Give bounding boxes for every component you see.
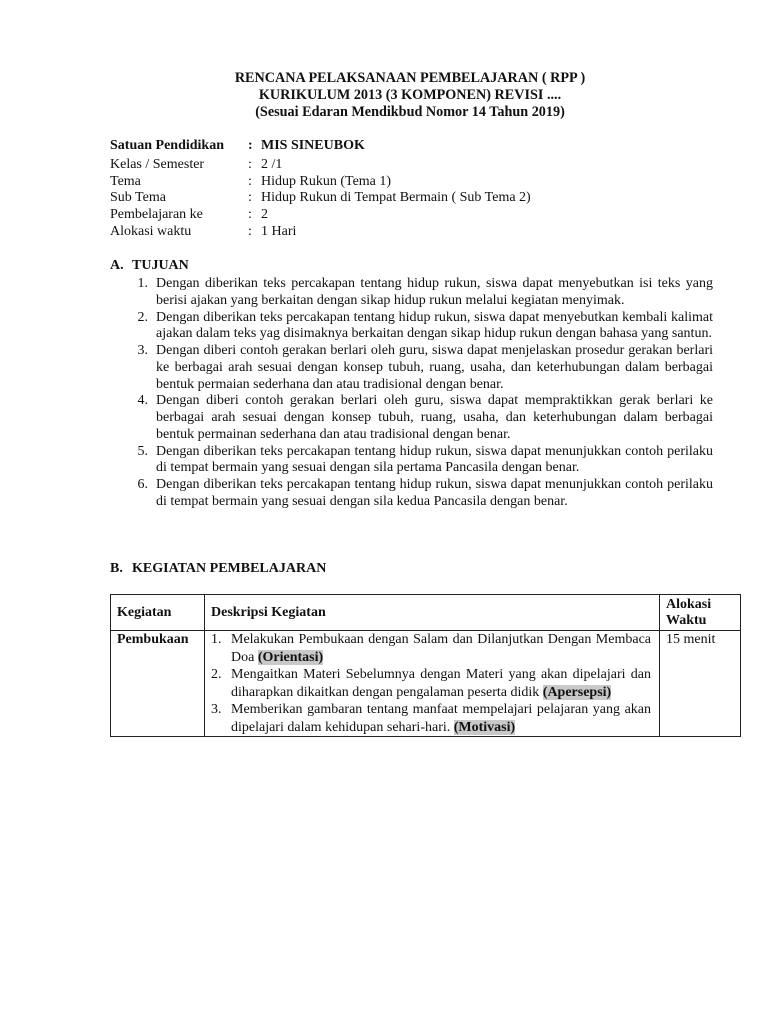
list-item-number: 1. [211,632,222,647]
document-title-line-3: (Sesuai Edaran Mendikbud Nomor 14 Tahun 2019) [255,104,565,120]
step-text: Mengaitkan Materi Sebelumnya dengan Materi yang akan dipelajari dan diharapkan dikaitkan dengan pengalaman peserta didik [231,667,651,700]
step-text: Memberikan gambaran tentang manfaat mempelajari pelajaran yang akan dipelajari dalam kehidupan sehari-hari. [231,702,651,735]
info-label: Tema [110,173,141,189]
info-label: Alokasi waktu [110,223,192,239]
list-item [110,343,713,393]
info-label: Kelas / Semester [110,156,205,172]
list-item-text: Dengan diberi contoh gerakan berlari oleh guru, siswa dapat mempraktikkan gerak berlari ke berbagai arah sesuai dengan konsep tubuh, ruang, usaha, dan keterhubungan dalam berbagai bentuk permainan sederhana dan atau tradisional dengan benar. [156,393,713,442]
list-item-number: 1. [137,276,148,291]
phase-tag: (Apersepsi) [542,684,612,700]
info-label: Sub Tema [110,190,166,206]
info-value: 2 [261,207,268,223]
info-label: Pembelajaran ke [110,207,203,223]
list-item [211,631,651,666]
list-item-text [231,701,651,736]
activity-steps [211,631,651,736]
section-letter: A. [110,258,124,273]
step-text: Melakukan Pembukaan dengan Salam dan Dilanjutkan Dengan Membaca Doa [231,632,651,665]
list-item [211,666,651,701]
section-a-heading [110,258,189,274]
section-letter: B. [110,561,123,576]
list-item-text [231,666,651,701]
list-item-number: 2. [137,309,148,325]
list-item [110,444,713,478]
section-title: KEGIATAN PEMBELAJARAN [132,561,327,576]
info-row-alokasi-waktu [110,224,531,241]
info-label: Satuan Pendidikan [110,138,224,153]
identity-block [110,138,531,241]
info-value: 2 /1 [261,156,283,172]
info-separator: : [248,190,252,206]
column-header-alokasi: Alokasi Waktu [660,595,741,631]
list-item-number: 2. [211,667,222,682]
list-item-text: Dengan diberikan teks percakapan tentang hidup rukun, siswa dapat menunjukkan contoh perilaku di tempat bermain yang sesuai dengan sila kedua Pancasila dengan benar. [156,477,713,509]
info-row-kelas-semester [110,157,531,174]
activity-description [205,631,660,737]
time-allocation: 15 menit [660,631,741,737]
list-item [211,701,651,736]
info-row-sub-tema [110,190,531,207]
list-item [110,276,713,310]
phase-tag: (Orientasi) [257,649,324,665]
list-item-number: 4. [137,393,148,409]
section-b-heading [110,561,326,577]
document-title-line-2: KURIKULUM 2013 (3 KOMPONEN) REVISI .... [258,87,562,103]
column-header-kegiatan: Kegiatan [111,595,205,631]
info-separator: : [248,173,252,189]
list-item [110,393,713,443]
section-title: TUJUAN [132,258,189,273]
list-item [110,310,713,344]
info-separator: : [248,156,252,172]
list-item [110,477,713,511]
list-item-number: 5. [137,443,148,459]
activity-table [110,594,741,737]
list-item-text [231,631,651,666]
list-item-text: Dengan diberikan teks percakapan tentang hidup rukun, siswa dapat menyebutkan kembali kalimat ajakan dalam teks yag disimaknya berkaitan dengan sikap hidup rukun dengan bahasa yang santun. [156,309,713,342]
info-value: Hidup Rukun (Tema 1) [261,173,392,189]
table-row [111,631,741,737]
phase-tag: (Motivasi) [453,719,516,735]
info-row-pembelajaran-ke [110,207,531,224]
list-item-text: Dengan diberi contoh gerakan berlari oleh guru, siswa dapat menjelaskan prosedur gerakan berlari ke berbagai arah sesuai dengan konsep tubuh, ruang, usaha, dan keterhubungan dalam berbagai bentuk permaian sederhana dan atau tradisional dengan benar. [156,343,713,392]
info-separator: : [248,207,252,223]
column-header-deskripsi: Deskripsi Kegiatan [205,595,660,631]
list-item-text: Dengan diberikan teks percakapan tentang hidup rukun, siswa dapat menyebutkan isi teks yang berisi ajakan yang berkaitan dengan sikap hidup rukun melalui kegiatan menyimak. [156,276,713,308]
document-title-line-1: RENCANA PELAKSANAAN PEMBELAJARAN ( RPP ) [234,70,586,86]
info-separator: : [248,223,252,239]
info-value: 1 Hari [261,223,297,239]
info-separator: : [248,138,253,153]
objectives-list [110,276,713,511]
list-item-number: 3. [137,343,148,358]
info-row-satuan-pendidikan [110,138,531,155]
info-value: MIS SINEUBOK [261,138,365,153]
info-row-tema [110,174,531,191]
table-header-row [111,595,741,631]
activity-phase: Pembukaan [111,631,205,737]
list-item-text: Dengan diberikan teks percakapan tentang hidup rukun, siswa dapat menunjukkan contoh perilaku di tempat bermain yang sesuai dengan sila pertama Pancasila dengan benar. [156,443,713,476]
list-item-number: 6. [137,477,148,492]
list-item-number: 3. [211,702,222,717]
info-value: Hidup Rukun di Tempat Bermain ( Sub Tema 2) [261,190,531,206]
